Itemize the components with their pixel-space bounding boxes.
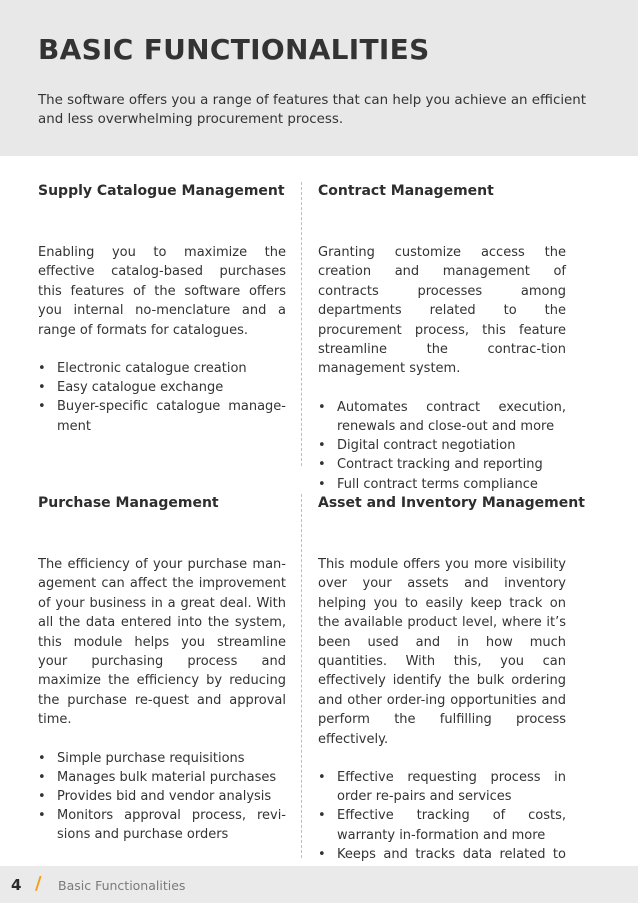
footer-section-label: Basic Functionalities [58,878,186,893]
bullet-icon: • [38,769,46,785]
list-item: • Simple purchase requisitions [38,749,286,768]
bullet-icon: • [38,789,46,805]
bullet-icon: • [38,399,46,415]
intro-paragraph: The software offers you a range of features that can help you achieve an efficient and less overwhelming procurement process. [38,93,587,127]
page-number: 4 [11,876,22,894]
list-item: • Contract tracking and reporting [318,455,566,474]
list-item: • Digital contract negotiation [318,436,566,455]
section-supply-catalogue [38,183,286,436]
bullet-icon: • [318,399,326,415]
section-body: Enabling you to maximize the effective catalog-based purchases this features of the software offers you internal no-menclature and a range of formats for catalogues. [38,245,286,338]
bullet-icon: • [318,846,326,862]
section-body: Granting customize access the creation and management of contracts processes among departments related to the procurement process, this feature streamline the contrac-tion management system. [318,245,566,377]
column-divider-top [301,182,302,466]
section-title: Purchase Management [38,495,219,511]
section-body: The efficiency of your purchase man-agement can affect the improvement of your business in a great deal. With all the data entered into the system, this module helps you streamline your purchasing process and maximize the efficiency by reducing the purchase re-quest and approval time. [38,557,286,728]
list-item: • Effective tracking of costs, warranty in-formation and more [318,808,566,843]
bullet-icon: • [38,750,46,766]
section-title: Contract Management [318,183,494,199]
footer-separator: / [35,873,42,894]
bullet-icon: • [318,770,326,786]
bullet-list [38,749,286,845]
bullet-list [38,359,286,436]
list-item: • Manages bulk material purchases [38,768,286,787]
header-band [0,0,638,156]
column-divider-bottom [301,494,302,858]
section-asset-inventory [318,495,585,883]
section-purchase-management [38,495,286,845]
bullet-icon: • [318,457,326,473]
bullet-icon: • [38,361,46,377]
bullet-icon: • [318,476,326,492]
section-title: Asset and Inventory Management [318,495,585,511]
section-title: Supply Catalogue Management [38,183,285,199]
list-item: • Automates contract execution, renewals and close-out and more [318,399,566,435]
bullet-icon: • [38,380,46,396]
list-item: • Provides bid and vendor analysis [38,787,286,806]
list-item: • Keeps and tracks data related to [318,845,566,883]
section-body: This module offers you more visibility over your assets and inventory helping you to easily keep track on the available product level, where it’s been used and in how much quantities. With this, you can effectively identify the bulk ordering and other order-ing opportunities and perform the fulfilling process effectively. [318,557,566,747]
list-item: • Electronic catalogue creation [38,359,286,378]
bullet-icon: • [38,808,46,824]
section-contract-management [318,183,566,494]
list-item: • Buyer-specific catalogue manage-ment [38,399,286,434]
bullet-list [318,398,566,494]
list-item: • Easy catalogue exchange [38,378,286,397]
list-item: • Effective requesting process in order re-pairs and services [318,770,566,805]
bullet-icon: • [318,438,326,454]
list-item: • Monitors approval process, revi-sions and purchase orders [38,808,286,843]
page-title: BASIC FUNCTIONALITIES [38,33,430,66]
bullet-icon: • [318,808,326,824]
list-item: • Full contract terms compliance [318,475,566,494]
